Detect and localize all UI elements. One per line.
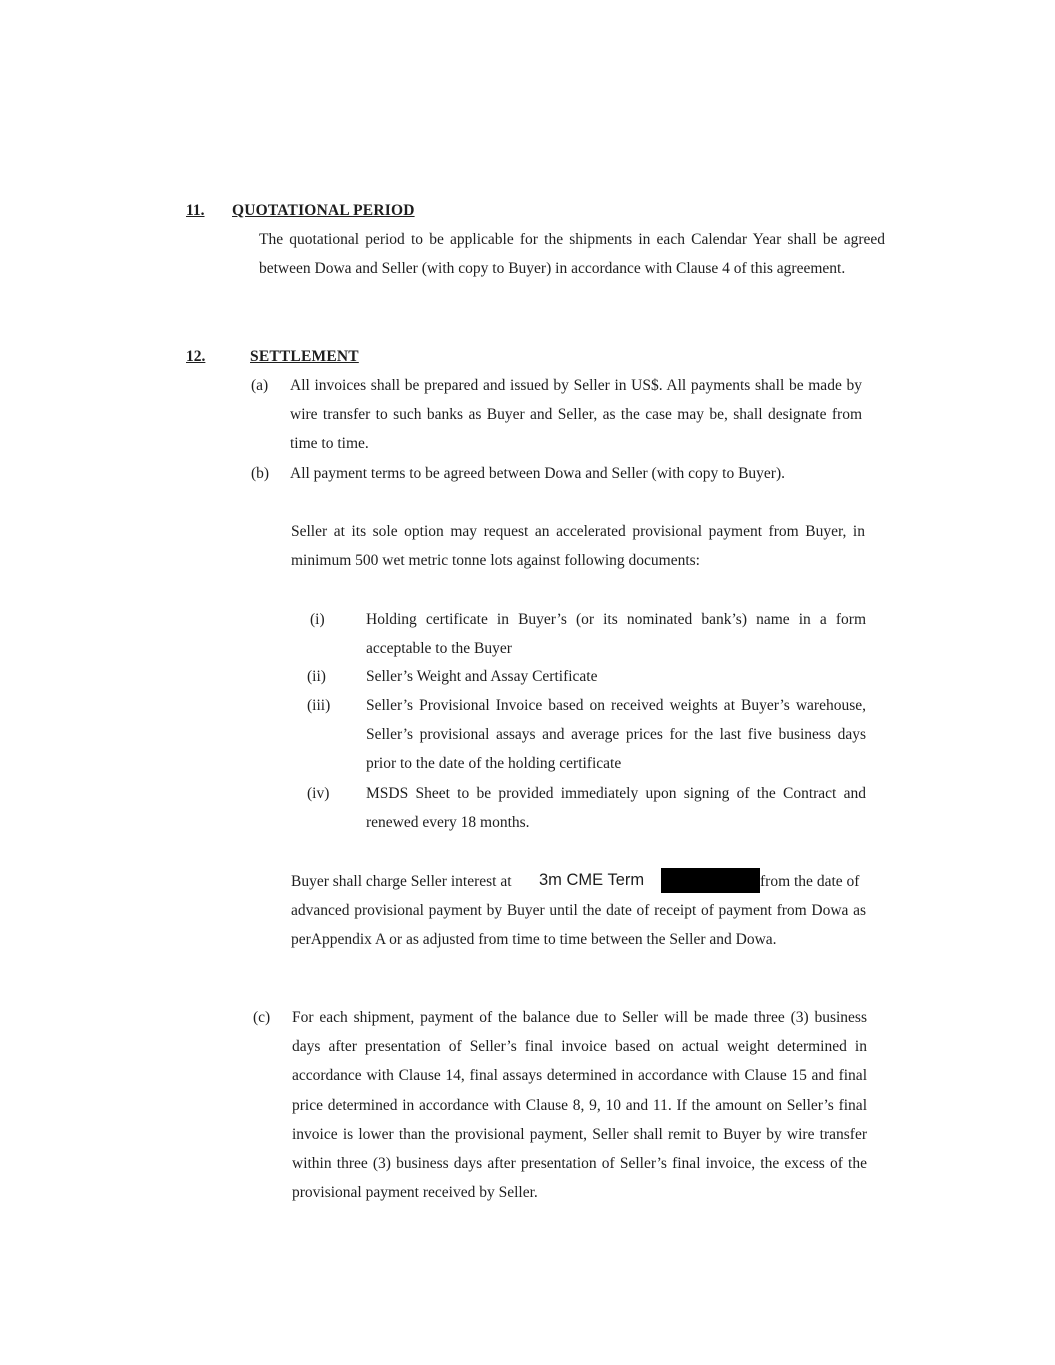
item-a-text: All invoices shall be prepared and issued by Seller in US$. All payments shall be made by wire transfer to such banks as Buyer and Seller, as the case may be, shall designate from time to time.: [290, 377, 862, 453]
interest-text-start: Buyer shall charge Seller interest at: [291, 873, 512, 890]
interest-rate-text: 3m CME Term: [539, 871, 645, 889]
document-i-label: (i): [310, 611, 325, 628]
item-c-label: (c): [253, 1009, 271, 1026]
item-b-text: All payment terms to be agreed between Dowa and Seller (with copy to Buyer).: [290, 465, 785, 482]
document-iv-text: MSDS Sheet to be provided immediately upon signing of the Contract and renewed every 18 months.: [366, 785, 866, 832]
document-ii-label: (ii): [307, 668, 326, 685]
document-iv-label: (iv): [307, 785, 330, 802]
interest-text-rest: advanced provisional payment by Buyer until the date of receipt of payment from Dowa as perAppendix A or as adjusted from time to time between the Seller and Dowa.: [291, 902, 866, 949]
section-12-number: 12.: [186, 348, 206, 365]
section-11-title: QUOTATIONAL PERIOD: [232, 202, 415, 219]
item-a-label: (a): [251, 377, 269, 394]
item-b-label: (b): [251, 465, 270, 482]
accelerated-payment-text: Seller at its sole option may request an accelerated provisional payment from Buyer, in minimum 500 wet metric tonne lots against following documents:: [291, 523, 865, 570]
document-ii-text: Seller’s Weight and Assay Certificate: [366, 668, 598, 685]
redaction-block: [661, 868, 760, 893]
document-i-text: Holding certificate in Buyer’s (or its nominated bank’s) name in a form acceptable to the Buyer: [366, 611, 866, 658]
item-c-text: For each shipment, payment of the balance due to Seller will be made three (3) business days after presentation of Seller’s final invoice based on actual weight determined in accordance with Clause 14, final assays determined in accordance with Clause 15 and final price determined in accordance with Clause 8, 9, 10 and 11. If the amount on Seller’s final invoice is lower than the provisional payment, Seller shall remit to Buyer by wire transfer within three (3) business days after presentation of Seller’s final invoice, the excess of the provisional payment received by Seller.: [292, 1009, 867, 1202]
document-iii-label: (iii): [307, 697, 331, 714]
section-11-body: The quotational period to be applicable for the shipments in each Calendar Year shall be agreed between Dowa and Seller (with copy to Buyer) in accordance with Clause 4 of this agreement.: [259, 231, 885, 278]
document-iii-text: Seller’s Provisional Invoice based on received weights at Buyer’s warehouse, Seller’s provisional assays and average prices for the last five business days prior to the date of the holding certificate: [366, 697, 866, 773]
section-11-number: 11.: [186, 202, 205, 219]
section-12-title: SETTLEMENT: [250, 348, 359, 365]
interest-text-end: from the date of: [760, 873, 860, 890]
